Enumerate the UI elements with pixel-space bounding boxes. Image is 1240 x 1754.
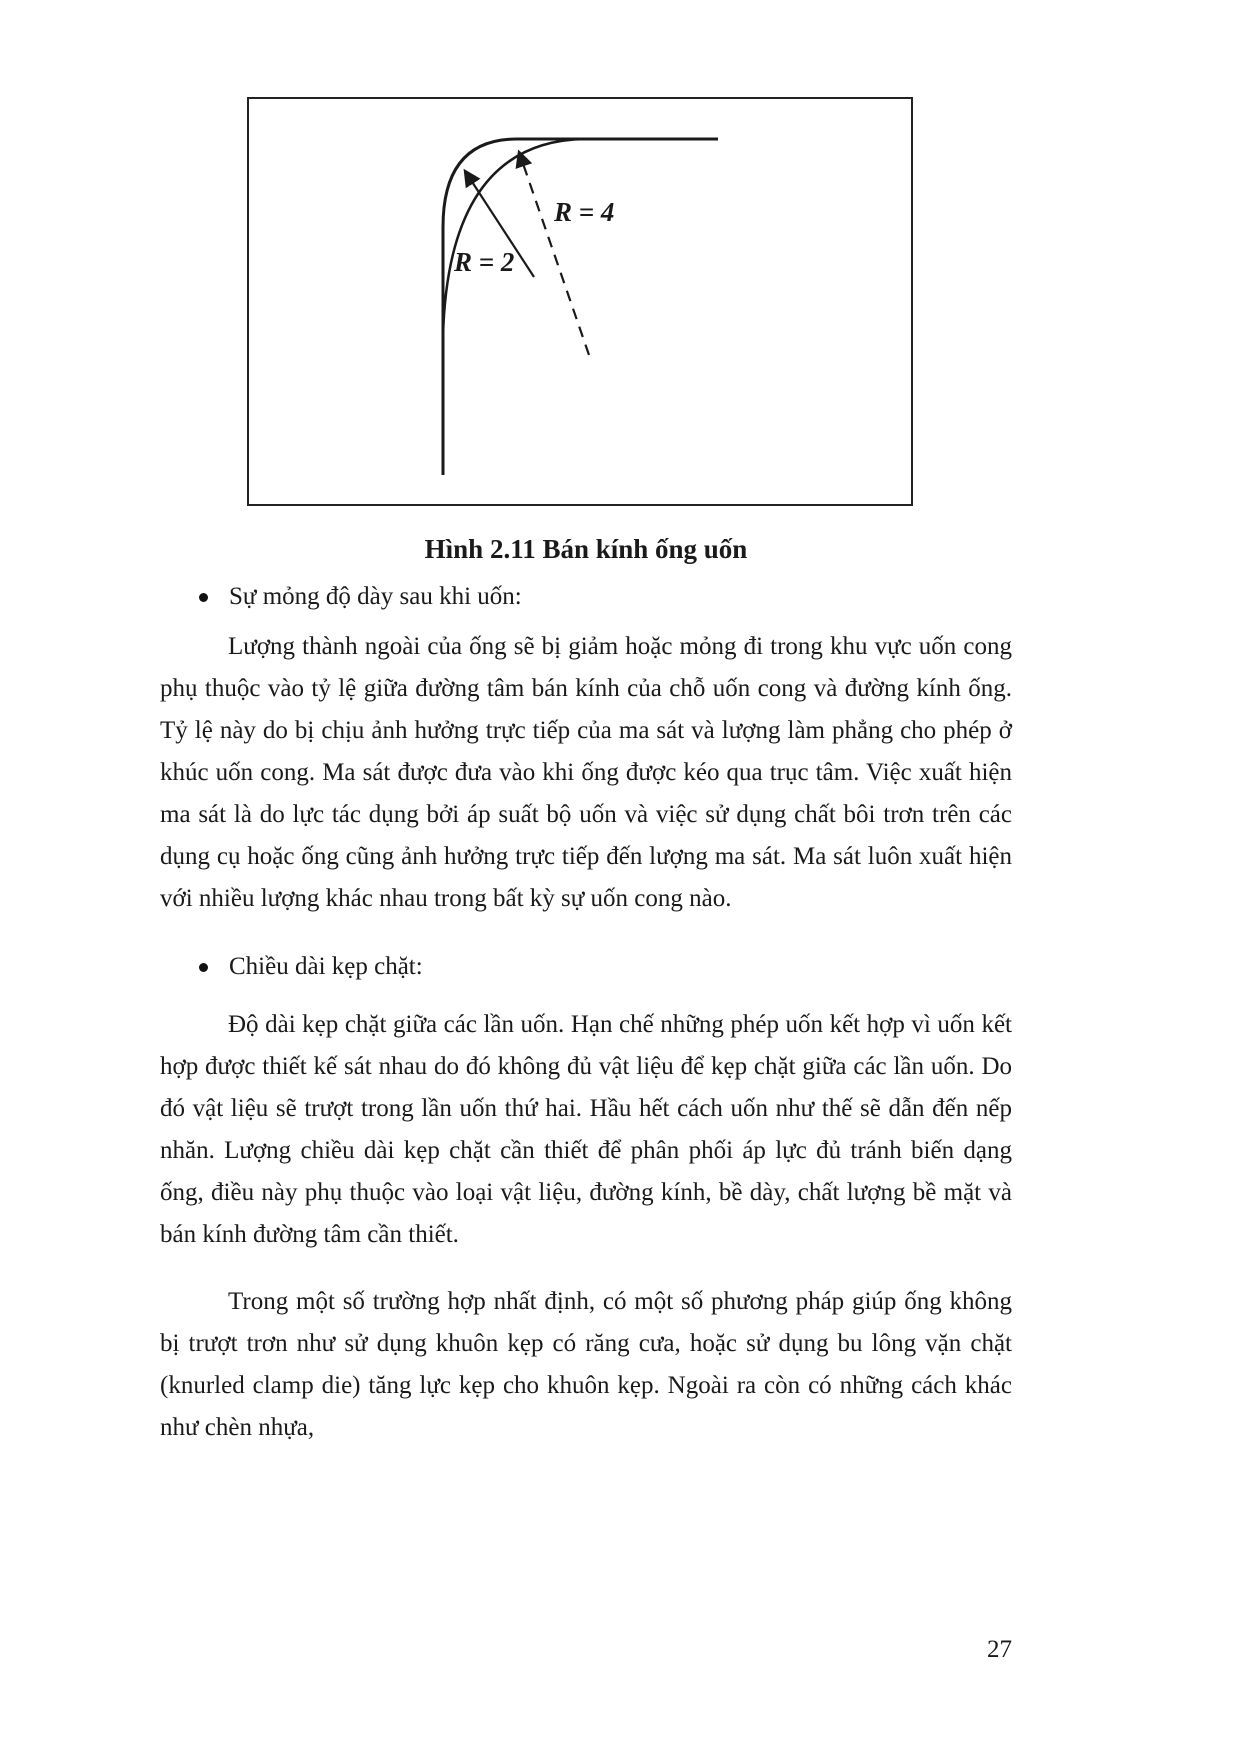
tube-outline-r2-path bbox=[443, 139, 718, 475]
paragraph-clamp-length: Độ dài kẹp chặt giữa các lần uốn. Hạn chế những phép uốn kết hợp vì uốn kết hợp được thiết kế sát nhau do đó không đủ vật liệu để kẹp chặt giữa các lần uốn. Do đó vật liệu sẽ trượt trong lần uốn thứ hai. Hầu hết cách uốn như thế sẽ dẫn đến nếp nhăn. Lượng chiều dài kẹp chặt cần thiết để phân phối áp lực đủ tránh biến dạng ống, điều này phụ thuộc vào loại vật liệu, đường kính, bề dày, chất lượng bề mặt và bán kính đường tâm cần thiết. bbox=[160, 1011, 1012, 1248]
r4-dashed-arrow bbox=[519, 152, 589, 355]
tube-r4-curve-path bbox=[443, 139, 585, 337]
figure-border-box bbox=[247, 97, 913, 506]
page-number: 27 bbox=[987, 1636, 1012, 1663]
paragraph-anti-slip-methods: Trong một số trường hợp nhất định, có một số phương pháp giúp ống không bị trượt trơn như sử dụng khuôn kẹp có răng cưa, hoặc sử dụng bu lông vặn chặt (knurled clamp die) tăng lực kẹp cho khuôn kẹp. Ngoài ra còn có những cách khác như chèn nhựa, bbox=[160, 1288, 1012, 1441]
bullet-dot-icon bbox=[199, 593, 208, 602]
bullet-item-label: Chiều dài kẹp chặt: bbox=[229, 953, 423, 980]
bullet-dot-icon bbox=[199, 963, 208, 972]
bullet-item-thinning bbox=[160, 580, 1012, 614]
figure-caption: Hình 2.11 Bán kính ống uốn bbox=[424, 534, 748, 564]
bend-radius-diagram bbox=[249, 99, 911, 504]
paragraph-thinning: Lượng thành ngoài của ống sẽ bị giảm hoặc mỏng đi trong khu vực uốn cong phụ thuộc vào tỷ lệ giữa đường tâm bán kính của chỗ uốn cong và đường kính ống. Tỷ lệ này do bị chịu ảnh hưởng trực tiếp của ma sát và lượng làm phẳng cho phép ở khúc uốn cong. Ma sát được đưa vào khi ống được kéo qua trục tâm. Việc xuất hiện ma sát là do lực tác dụng bởi áp suất bộ uốn và việc sử dụng chất bôi trơn trên các dụng cụ hoặc ống cũng ảnh hưởng trực tiếp đến lượng ma sát. Ma sát luôn xuất hiện với nhiều lượng khác nhau trong bất kỳ sự uốn cong nào. bbox=[160, 633, 1012, 912]
r2-label: R = 2 bbox=[454, 247, 515, 277]
bullet-item-label: Sự mỏng độ dày sau khi uốn: bbox=[229, 583, 522, 610]
bullet-item-clamp-length bbox=[160, 950, 1012, 984]
r4-label: R = 4 bbox=[554, 197, 615, 227]
